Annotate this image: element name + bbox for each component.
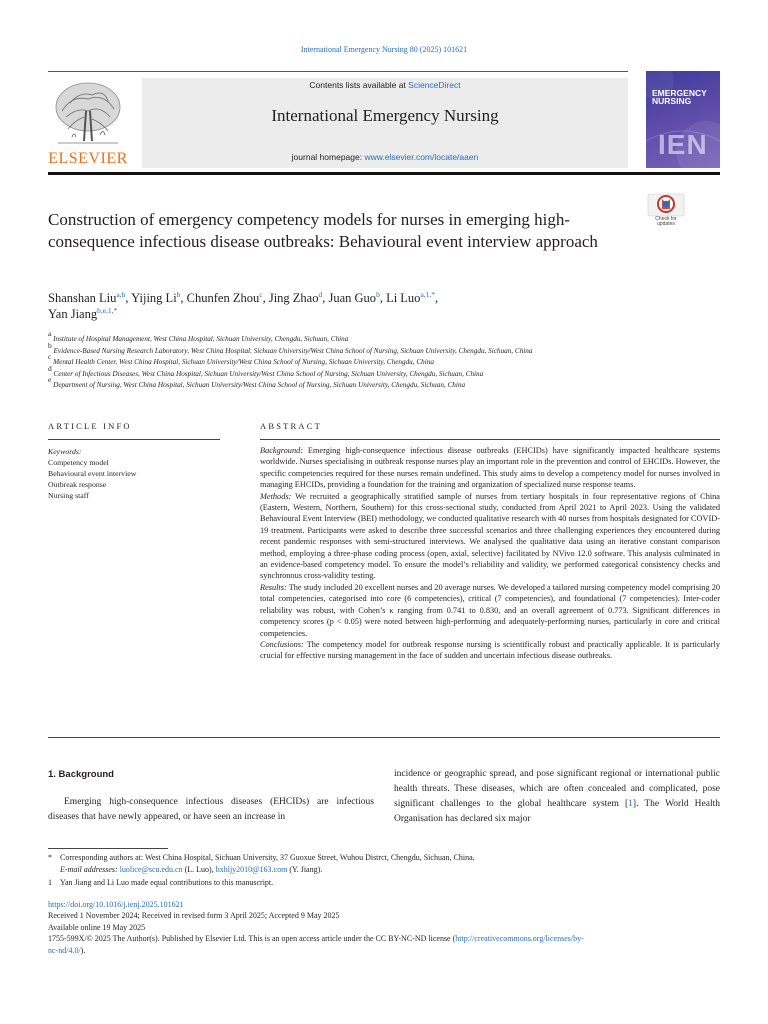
affiliation-mark: e <box>48 375 52 384</box>
author-name[interactable]: Jing Zhao <box>268 291 319 305</box>
abstract-bottom-rule <box>48 737 720 738</box>
homepage-prefix: journal homepage: <box>291 152 365 162</box>
license-statement <box>48 933 728 944</box>
author-name[interactable]: Yan Jiang <box>48 307 98 321</box>
keywords-label: Keywords: <box>48 447 82 456</box>
available-online: Available online 19 May 2025 <box>48 922 146 932</box>
author-separator: , <box>262 291 269 305</box>
affiliation-mark: a <box>48 329 52 338</box>
check-updates-line1: Check for <box>655 216 677 222</box>
abstract-label: Methods: <box>260 491 292 501</box>
email-link-jiang[interactable]: hxhljy2010@163.com <box>215 865 288 875</box>
author-affiliation-marks[interactable]: c <box>259 290 263 299</box>
body-paragraph: Emerging high-consequence infectious diseases (EHCIDs) are infectious diseases that have newly appeared, or have seen an increase in <box>48 797 374 822</box>
contents-availability <box>142 80 628 90</box>
affiliation-mark: c <box>48 352 52 361</box>
abstract-results <box>260 582 720 639</box>
author-affiliation-marks[interactable]: a,b <box>116 290 126 299</box>
check-updates-label <box>646 217 686 227</box>
footnote-rule <box>48 848 168 849</box>
cover-ien-mark: IEN <box>658 129 708 160</box>
author-affiliation-marks[interactable]: b <box>376 290 380 299</box>
header-top-rule <box>48 71 628 72</box>
keywords-block <box>48 446 220 501</box>
affiliation-text: Department of Nursing, West China Hospital, Sichuan University/West China School of Nursing, Sichuan University, Chengdu, Sichuan, China <box>53 381 466 389</box>
keyword-item: Outbreak response <box>48 480 107 489</box>
reference-link[interactable]: 1 <box>628 799 633 809</box>
author-separator: , <box>180 291 187 305</box>
affiliation-item <box>48 329 728 346</box>
license-link[interactable]: http://creativecommons.org/licenses/by- <box>455 934 584 944</box>
abstract-methods <box>260 491 720 582</box>
affiliation-item <box>48 363 728 381</box>
abstract-background <box>260 445 720 491</box>
author-affiliation-marks[interactable]: a,1,* <box>420 290 436 299</box>
cover-title-line1: EMERGENCY <box>652 88 707 98</box>
journal-cover-thumbnail[interactable] <box>646 71 720 168</box>
doi-link[interactable]: https://doi.org/10.1016/j.ienj.2025.101621 <box>48 900 184 909</box>
abstract-heading: ABSTRACT <box>260 421 322 431</box>
author-separator: , <box>379 291 387 305</box>
journal-homepage-link[interactable]: www.elsevier.com/locate/aaen <box>364 152 479 162</box>
author-list <box>48 290 648 322</box>
license-text: 1755-599X/© 2025 The Author(s). Published by Elsevier Ltd. This is an open access article under the CC BY-NC-ND license ( <box>48 934 456 944</box>
affiliation-text: Evidence-Based Nursing Research Laboratory, West China Hospital, Sichuan University/West China School of Nursing, Sichuan University, Chengdu, Sichuan, China <box>53 346 533 355</box>
check-updates-line2: updates <box>657 221 675 227</box>
sciencedirect-link[interactable]: ScienceDirect <box>408 80 461 90</box>
affiliation-text: Institute of Hospital Management, West China Hospital, Sichuan University, Chengdu, Sichuan, China <box>53 335 349 343</box>
received-dates: Received 1 November 2024; Received in revised form 3 April 2025; Accepted 9 May 2025 <box>48 911 340 921</box>
contents-prefix: Contents lists available at <box>309 80 409 90</box>
cover-title-line2: NURSING <box>652 96 692 106</box>
affiliation-mark: d <box>48 363 52 373</box>
corresponding-author-note <box>48 852 728 864</box>
journal-title: International Emergency Nursing <box>271 106 499 125</box>
affiliation-item <box>48 340 728 358</box>
body-column-right <box>394 767 720 827</box>
footnotes <box>48 852 728 889</box>
body-paragraph <box>394 767 720 827</box>
abstract-label: Results: <box>260 582 287 592</box>
email-link-luo[interactable]: luolice@scu.edu.cn <box>119 865 183 875</box>
affiliation-text: Mental Health Center, West China Hospital, Sichuan University/West China School of Nursing, Sichuan University, Chengdu, China <box>53 358 434 366</box>
abstract-label: Background: <box>260 446 304 455</box>
affiliation-item <box>48 352 728 369</box>
body-column-left <box>48 767 374 825</box>
author-affiliation-marks[interactable]: b,e,1,* <box>97 306 118 315</box>
author-affiliation-marks[interactable]: d <box>318 290 323 299</box>
affiliation-text: Center of Infectious Diseases, West China Hospital, Sichuan University/West China School of Nursing, Sichuan University, Chengdu, Sichuan, China <box>53 369 484 378</box>
elsevier-wordmark: ELSEVIER <box>48 150 128 167</box>
footnote-text: Corresponding authors at: West China Hospital, Sichuan University, 37 Guoxue Street, Wuhou Distrct, Chengdu, Sichuan, China. <box>60 853 475 862</box>
author-name[interactable]: Li Luo <box>386 291 421 305</box>
license-link-cont[interactable]: nc-nd/4.0/ <box>48 945 81 955</box>
footnote-mark: 1 <box>48 877 52 887</box>
crossmark-icon <box>646 193 686 217</box>
abstract-rule <box>260 439 720 440</box>
footnote-mark: * <box>48 853 52 862</box>
author-separator: , <box>322 291 329 305</box>
body-text: incidence or geographic spread, and pose significant regional or international public health threats. These diseases, which are often concealed and complicated, pose significant challenges to the global healthcare system [ <box>394 769 720 809</box>
cover-title <box>652 89 716 105</box>
abstract-text: Emerging high-consequence infectious disease outbreaks (EHCIDs) have significantly impacted healthcare systems worldwide. Nurses specialising in outbreak response nurses play an important role in the prevention and control of EHCIDs. However, the specific competencies required for these nurses remain undefined. This study aims to develop a competency model for nurses involved in managing EHCIDs, providing a foundation for the training and organization of specialized nurse response teams. <box>260 446 720 490</box>
keyword-item: Behavioural event interview <box>48 469 137 478</box>
section-heading-background: 1. Background <box>48 769 114 780</box>
footnote-text: Yan Jiang and Li Luo made equal contributions to this manuscript. <box>60 877 274 887</box>
email-owner: (L. Luo), <box>182 865 216 875</box>
author-separator: , <box>125 291 132 305</box>
body-text: ]. The World Health Organisation has declared six major <box>394 799 720 824</box>
author-name[interactable]: Shanshan Liu <box>48 291 117 305</box>
article-title: Construction of emergency competency models for nurses in emerging high-consequence infectious disease outbreaks: Behavioural event interview approach <box>48 210 598 251</box>
affiliation-mark: b <box>48 340 52 350</box>
journal-citation[interactable]: International Emergency Nursing 80 (2025) 101621 <box>300 45 468 54</box>
abstract-body <box>260 445 720 662</box>
license-statement-cont <box>48 945 728 956</box>
keyword-item: Nursing staff <box>48 491 89 500</box>
email-label: E-mail addresses: <box>60 865 118 875</box>
abstract-text: The study included 20 excellent nurses and 20 average nurses. We developed a tailored nursing competency model comprising 20 total competencies, categorised into core (6 competencies), critical (7 competencies), and foundational (7 competencies). Inter-coder reliability was robust, with Cohen’s κ ranging from 0.741 to 0.830, and an overall agreement of 0.773. Significant differences in competency scores (p < 0.05) were noted between high-performing and adequately-performing nurses, particularly in core and critical competencies. <box>260 582 720 638</box>
author-affiliation-marks[interactable]: b <box>176 290 181 299</box>
author-name[interactable]: Juan Guo <box>328 291 377 305</box>
abstract-conclusions <box>260 639 720 662</box>
abstract-label: Conclusions: <box>260 639 304 649</box>
keyword-item: Competency model <box>48 458 109 467</box>
author-separator: , <box>435 291 439 305</box>
affiliation-item <box>48 375 728 392</box>
abstract-text: We recruited a geographically stratified sample of nurses from tertiary hospitals in four representative regions of China (Eastern, Western, Northern, Southern) for this cross-sectional study, conducted from April 2021 to April 2023. Using the validated Behavioural Event Interview (BEI) methodology, we conducted qualitative research with 40 nurses from hospitals designated for COVID-19 treatment. Participants were asked to describe three successful scenarios and three challenging experiences they encountered during recent pandemic responses with semi-structured interviews. We analysed the qualitative data using an iterative constant comparison method, employing a three-phase coding process (open, axial, selective) facilitated by NVivo 12.0 software. This analysis culminated in an evidence-based competency model. To ensure the model’s reliability and validity, we performed categorical consistency checks and synchronous cross-validity testing. <box>260 491 720 581</box>
journal-homepage <box>142 152 628 162</box>
article-info-rule <box>48 439 220 440</box>
affiliation-list <box>48 329 728 392</box>
email-addresses <box>48 864 728 876</box>
abstract-text: The competency model for outbreak response nursing is scientifically robust and practically applicable. It is particularly crucial for effective nursing management in the face of sudden and uncertain infectious disease outbreaks. <box>260 639 720 661</box>
author-name[interactable]: Chunfen Zhou <box>186 291 260 305</box>
email-owner: (Y. Jiang). <box>287 865 323 875</box>
publication-info <box>48 899 728 956</box>
license-text: ). <box>80 945 86 955</box>
check-for-updates-button[interactable] <box>646 193 686 229</box>
header-bottom-rule <box>48 172 720 175</box>
article-info-heading: ARTICLE INFO <box>48 421 132 431</box>
author-name[interactable]: Yijing Li <box>131 291 177 305</box>
equal-contribution-note <box>48 877 728 889</box>
